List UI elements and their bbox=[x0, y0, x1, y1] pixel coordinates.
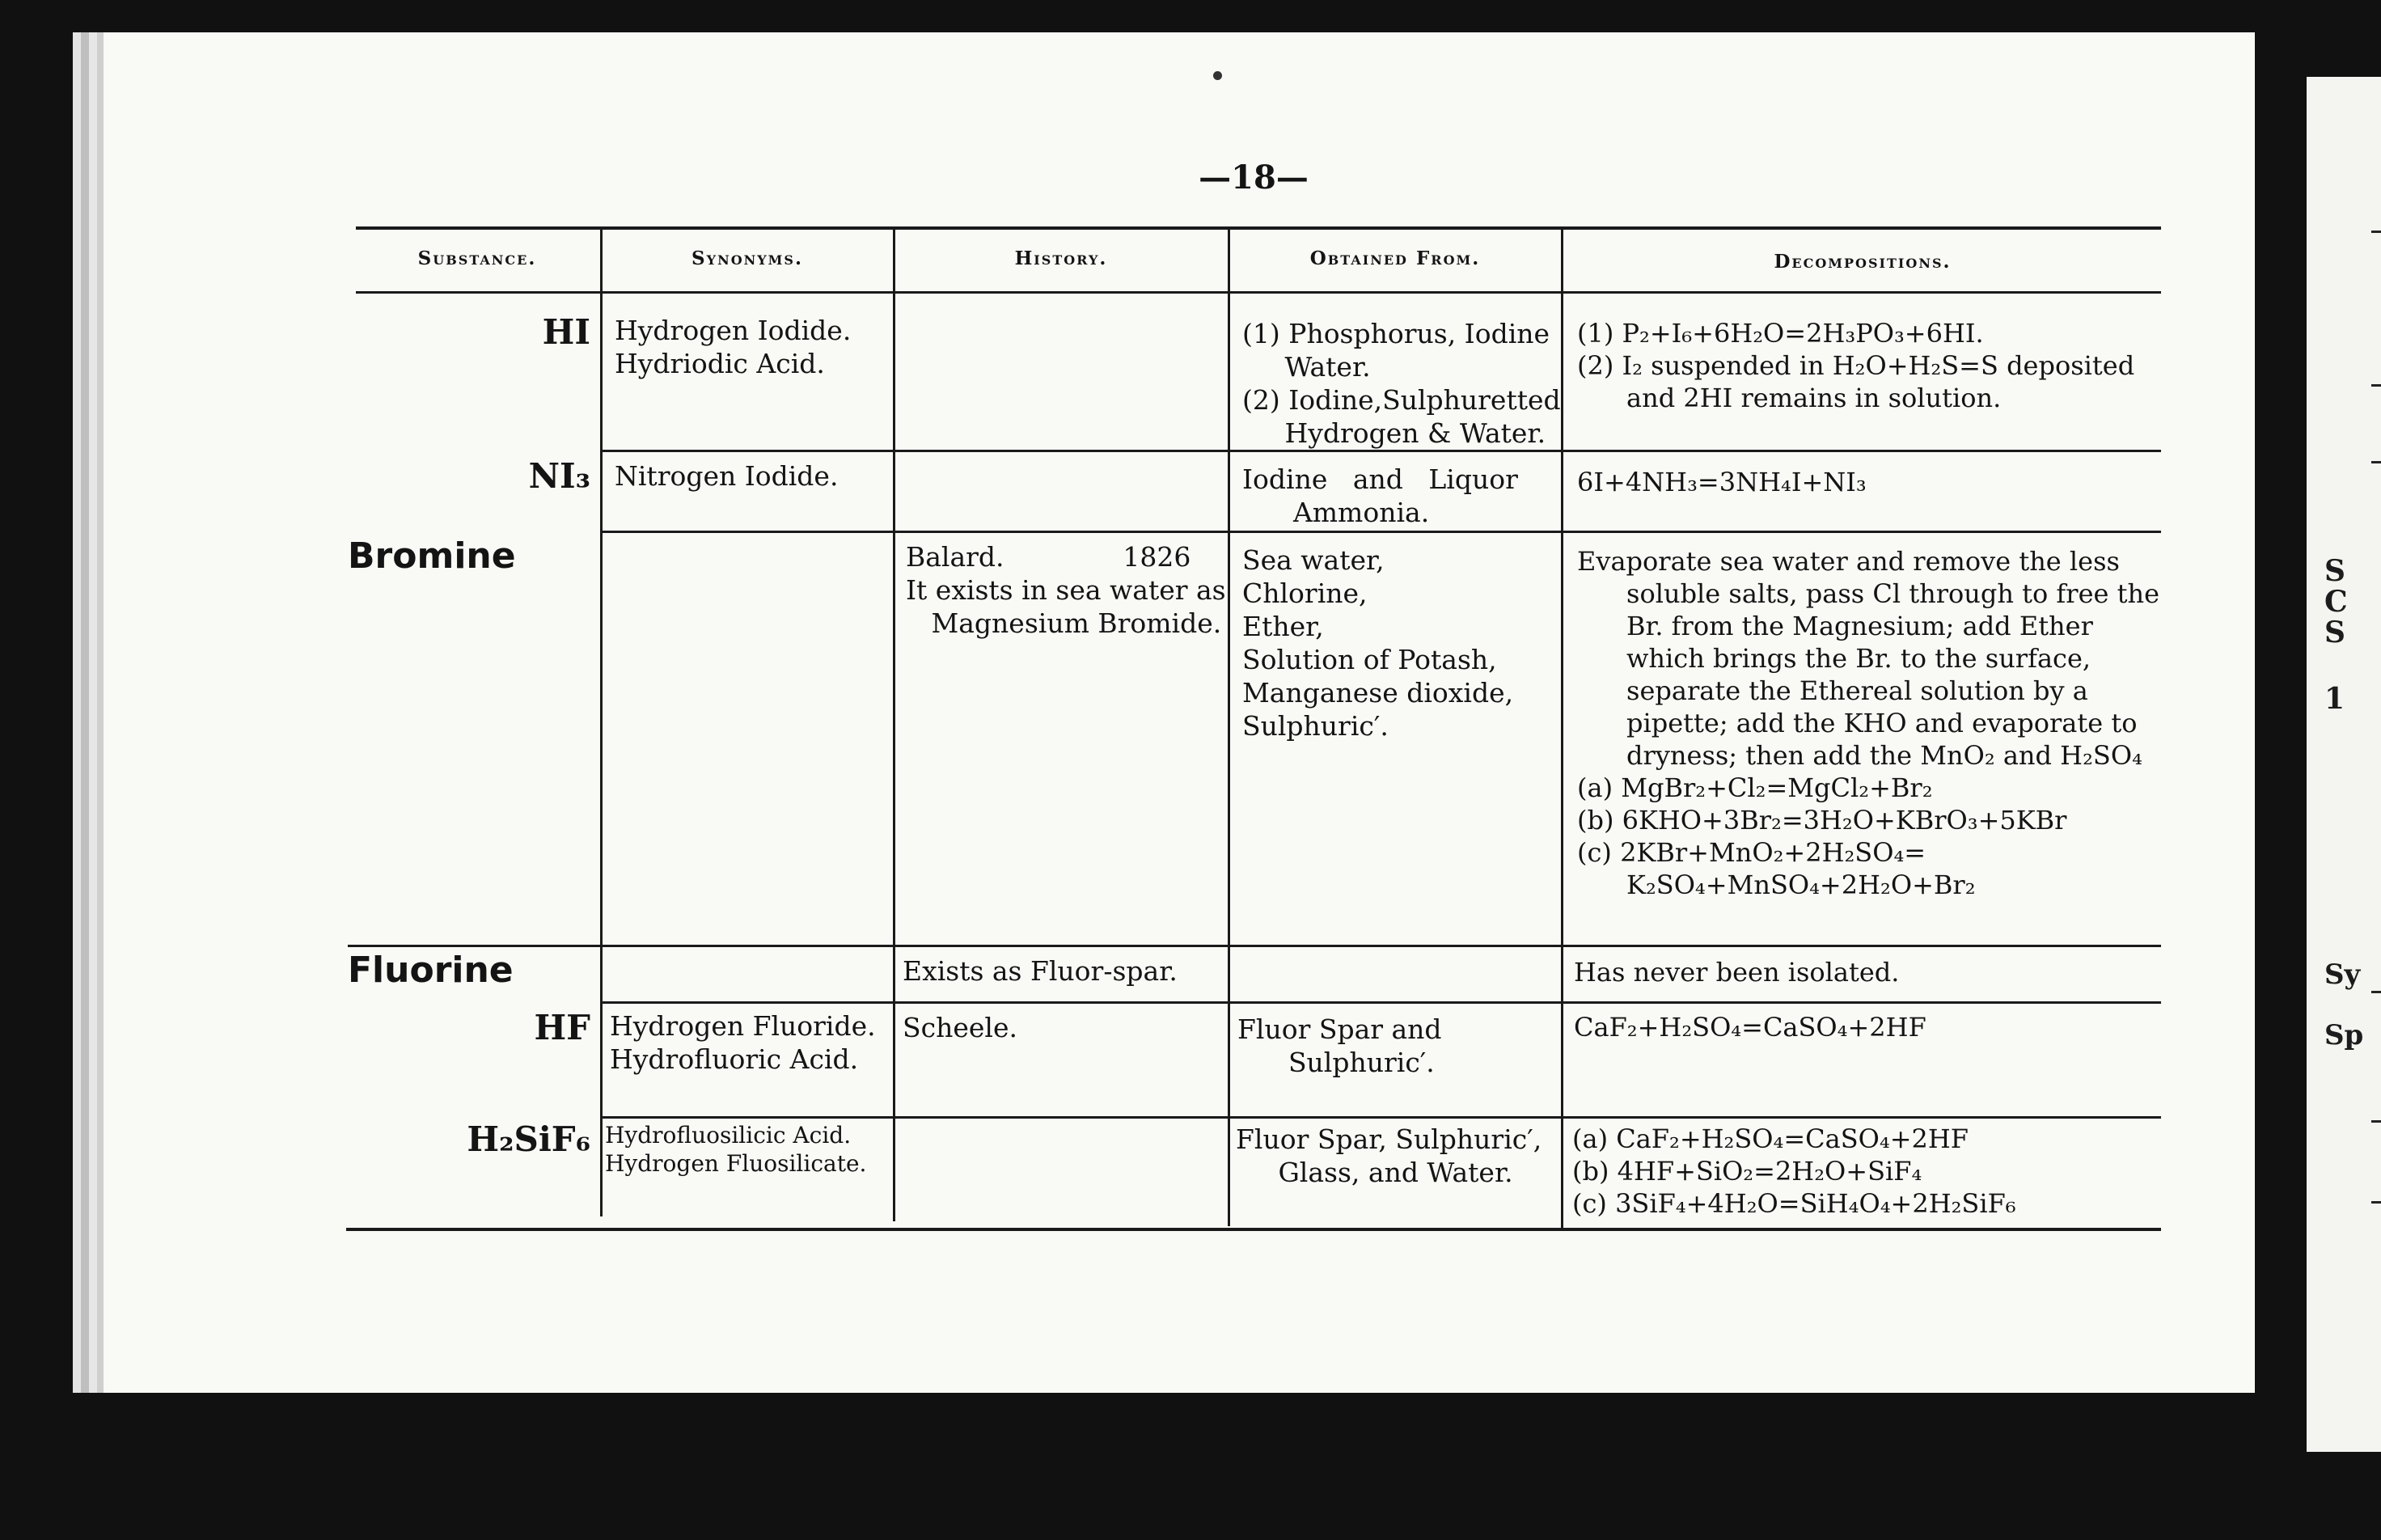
history-fluorine: Exists as Fluor-spar. bbox=[903, 955, 1178, 987]
obtained-from-bromine: Sea water, Chlorine, Ether, Solution of Potash, Manganese dioxide, Sulphuric′. bbox=[1242, 544, 1514, 742]
column-divider bbox=[1561, 228, 1563, 1228]
adjacent-fragment: Sp bbox=[2324, 1019, 2364, 1051]
obtained-from-hf: Fluor Spar and Sulphuric′. bbox=[1237, 1013, 1442, 1078]
history-hf: Scheele. bbox=[903, 1012, 1017, 1043]
adjacent-rule bbox=[2371, 231, 2381, 233]
substance-ni3: NI₃ bbox=[528, 456, 590, 496]
page-speck bbox=[1213, 71, 1222, 80]
column-divider bbox=[600, 228, 603, 1216]
adjacent-rule bbox=[2371, 1201, 2381, 1204]
adjacent-page bbox=[2307, 77, 2381, 1452]
adjacent-fragment: Sy bbox=[2324, 958, 2361, 991]
decompositions-hf: CaF₂+H₂SO₄=CaSO₄+2HF bbox=[1574, 1012, 1926, 1043]
substance-bromine: Bromine bbox=[348, 535, 516, 577]
table-top-rule bbox=[356, 226, 2161, 230]
header-substance: Substance. bbox=[417, 248, 537, 269]
synonyms-hf: Hydrogen Fluoride. Hydrofluoric Acid. bbox=[610, 1010, 876, 1075]
synonyms-h2sif6: Hydrofluosilicic Acid. Hydrogen Fluosilicate. bbox=[605, 1122, 867, 1177]
row-rule bbox=[603, 1116, 2161, 1119]
synonyms-hi: Hydrogen Iodide. Hydriodic Acid. bbox=[615, 315, 852, 379]
obtained-from-h2sif6: Fluor Spar, Sulphuric′, Glass, and Water. bbox=[1236, 1123, 1542, 1188]
row-rule bbox=[603, 450, 2161, 452]
obtained-from-hi: (1) Phosphorus, Iodine Water. (2) Iodine,Sulphuretted Hydrogen & Water. bbox=[1242, 318, 1561, 449]
row-rule bbox=[603, 1001, 2161, 1004]
obtained-from-ni3: Iodine and Liquor Ammonia. bbox=[1242, 463, 1518, 528]
synonyms-ni3: Nitrogen Iodide. bbox=[615, 460, 839, 492]
row-rule bbox=[348, 945, 2161, 947]
table-bottom-rule bbox=[346, 1228, 2161, 1231]
adjacent-fragment: 1 bbox=[2324, 682, 2345, 716]
adjacent-fragment: S bbox=[2324, 616, 2345, 649]
header-decompositions: Decompositions. bbox=[1774, 251, 1952, 273]
header-synonyms: Synonyms. bbox=[691, 248, 803, 269]
substance-hi: HI bbox=[542, 312, 590, 352]
adjacent-rule bbox=[2371, 991, 2381, 993]
adjacent-rule bbox=[2371, 384, 2381, 387]
row-rule bbox=[603, 531, 2161, 533]
history-bromine: Balard. 1826 It exists in sea water as Magnesium Bromide. bbox=[906, 541, 1226, 639]
decompositions-ni3: 6I+4NH₃=3NH₄I+NI₃ bbox=[1577, 467, 1867, 497]
substance-fluorine: Fluorine bbox=[348, 950, 514, 991]
substance-h2sif6: H₂SiF₆ bbox=[467, 1119, 590, 1159]
header-obtained-from: Obtained From. bbox=[1309, 248, 1481, 269]
column-divider bbox=[1228, 228, 1230, 1226]
decompositions-hi: (1) P₂+I₆+6H₂O=2H₃PO₃+6HI. (2) I₂ suspended in H₂O+H₂S=S deposited and 2HI remains in solution. bbox=[1577, 318, 2135, 413]
header-rule bbox=[356, 291, 2161, 294]
column-divider bbox=[893, 228, 895, 1221]
decompositions-h2sif6: (a) CaF₂+H₂SO₄=CaSO₄+2HF (b) 4HF+SiO₂=2H₂O+SiF₄ (c) 3SiF₄+4H₂O=SiH₄O₄+2H₂SiF₆ bbox=[1572, 1123, 2016, 1219]
adjacent-rule bbox=[2371, 1120, 2381, 1123]
adjacent-fragment: S bbox=[2324, 554, 2345, 588]
decompositions-bromine: Evaporate sea water and remove the less soluble salts, pass Cl through to free the Br. from the Magnesium; add Ether which brings the Br. to the surface, separate the Ethereal solution by a pipette; add the KHO and evaporate to dryness; then add the MnO₂ and H₂SO₄ (a) MgBr₂+Cl₂=MgCl₂+Br₂ (b) 6KHO+3Br₂=3H₂O+KBrO₃+5KBr (c) 2KBr+MnO₂+2H₂SO₄= K₂SO₄+MnSO₄+2H₂O+Br₂ bbox=[1577, 546, 2160, 900]
substance-hf: HF bbox=[534, 1008, 590, 1047]
decompositions-fluorine: Has never been isolated. bbox=[1574, 957, 1900, 988]
page-number: —18— bbox=[1199, 159, 1309, 197]
header-history: History. bbox=[1014, 248, 1108, 269]
adjacent-fragment: C bbox=[2324, 585, 2348, 619]
adjacent-rule bbox=[2371, 461, 2381, 463]
